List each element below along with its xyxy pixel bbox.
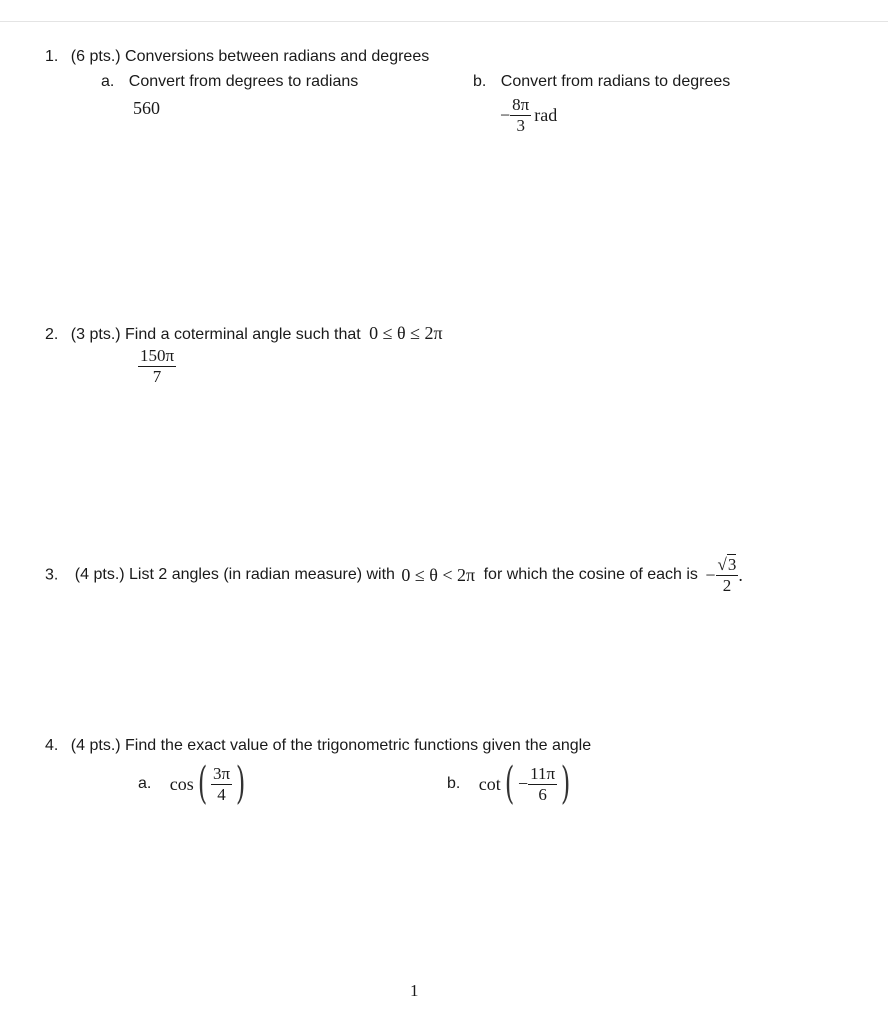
question-4a	[138, 758, 249, 809]
question-1b-unit: rad	[534, 104, 558, 125]
question-1a-text: Convert from degrees to radians	[128, 73, 359, 90]
right-paren-icon: )	[560, 758, 571, 809]
right-paren-icon: )	[235, 758, 246, 809]
question-4a-func: cos	[169, 773, 194, 794]
question-3-number: 3.	[45, 566, 59, 584]
question-3-text: for which the cosine of each is	[483, 566, 698, 584]
question-1b-denominator: 3	[516, 115, 525, 135]
question-1-number: 1.	[45, 48, 59, 65]
question-2-header	[45, 323, 443, 344]
question-1a	[101, 73, 358, 91]
question-1-header	[45, 48, 429, 66]
question-1b-numerator: 8π	[512, 95, 530, 114]
question-3-denominator: 2	[722, 575, 732, 595]
question-1a-value: 560	[133, 98, 160, 118]
question-1-title: (6 pts.) Conversions between radians and degrees	[70, 48, 430, 65]
question-4b-sign: −	[517, 773, 529, 794]
question-4a-denominator: 4	[217, 784, 226, 804]
question-1b	[473, 73, 730, 91]
question-4a-label: a.	[138, 775, 152, 792]
question-4-title: (4 pts.) Find the exact value of the trigonometric functions given the angle	[70, 737, 592, 754]
sqrt-symbol: √3	[717, 555, 737, 574]
question-2-title: (3 pts.) Find a coterminal angle such that	[70, 326, 361, 343]
question-4b-label: b.	[447, 775, 461, 792]
question-3-title: (4 pts.) List 2 angles (in radian measure) with	[74, 566, 395, 584]
question-1b-sign: −	[500, 104, 511, 125]
question-2-denominator: 7	[152, 366, 162, 386]
question-4-number: 4.	[45, 737, 59, 754]
question-3-header	[45, 556, 743, 595]
question-3-condition: 0 ≤ θ < 2π	[401, 564, 476, 585]
question-4b-func: cot	[478, 773, 501, 794]
question-1b-expression	[500, 96, 557, 135]
question-1b-fraction	[510, 96, 531, 135]
left-paren-icon: (	[197, 758, 208, 809]
question-4b-fraction	[528, 765, 557, 804]
page-number: 1	[410, 981, 419, 1000]
question-2-condition: 0 ≤ θ ≤ 2π	[369, 323, 443, 343]
question-4-header	[45, 737, 591, 755]
question-2-number: 2.	[45, 326, 59, 343]
question-2-numerator: 150π	[140, 346, 175, 365]
question-1b-label: b.	[473, 73, 487, 90]
question-4a-numerator: 3π	[212, 763, 231, 783]
question-3-sign: −	[705, 564, 716, 585]
question-1a-label: a.	[101, 73, 115, 90]
question-2-fraction	[138, 347, 176, 386]
question-3-radicand: 3	[727, 555, 737, 574]
question-4b-denominator: 6	[538, 784, 547, 804]
question-1b-text: Convert from radians to degrees	[500, 73, 731, 90]
question-3-fraction	[716, 556, 739, 595]
question-2-expression	[138, 347, 176, 386]
top-rule	[0, 21, 888, 22]
question-3-numerator	[716, 556, 739, 576]
left-paren-icon: (	[504, 758, 515, 809]
question-4b	[447, 758, 574, 809]
question-3-period: .	[738, 564, 743, 585]
question-4a-fraction	[211, 765, 232, 804]
question-4b-numerator: 11π	[530, 763, 556, 783]
